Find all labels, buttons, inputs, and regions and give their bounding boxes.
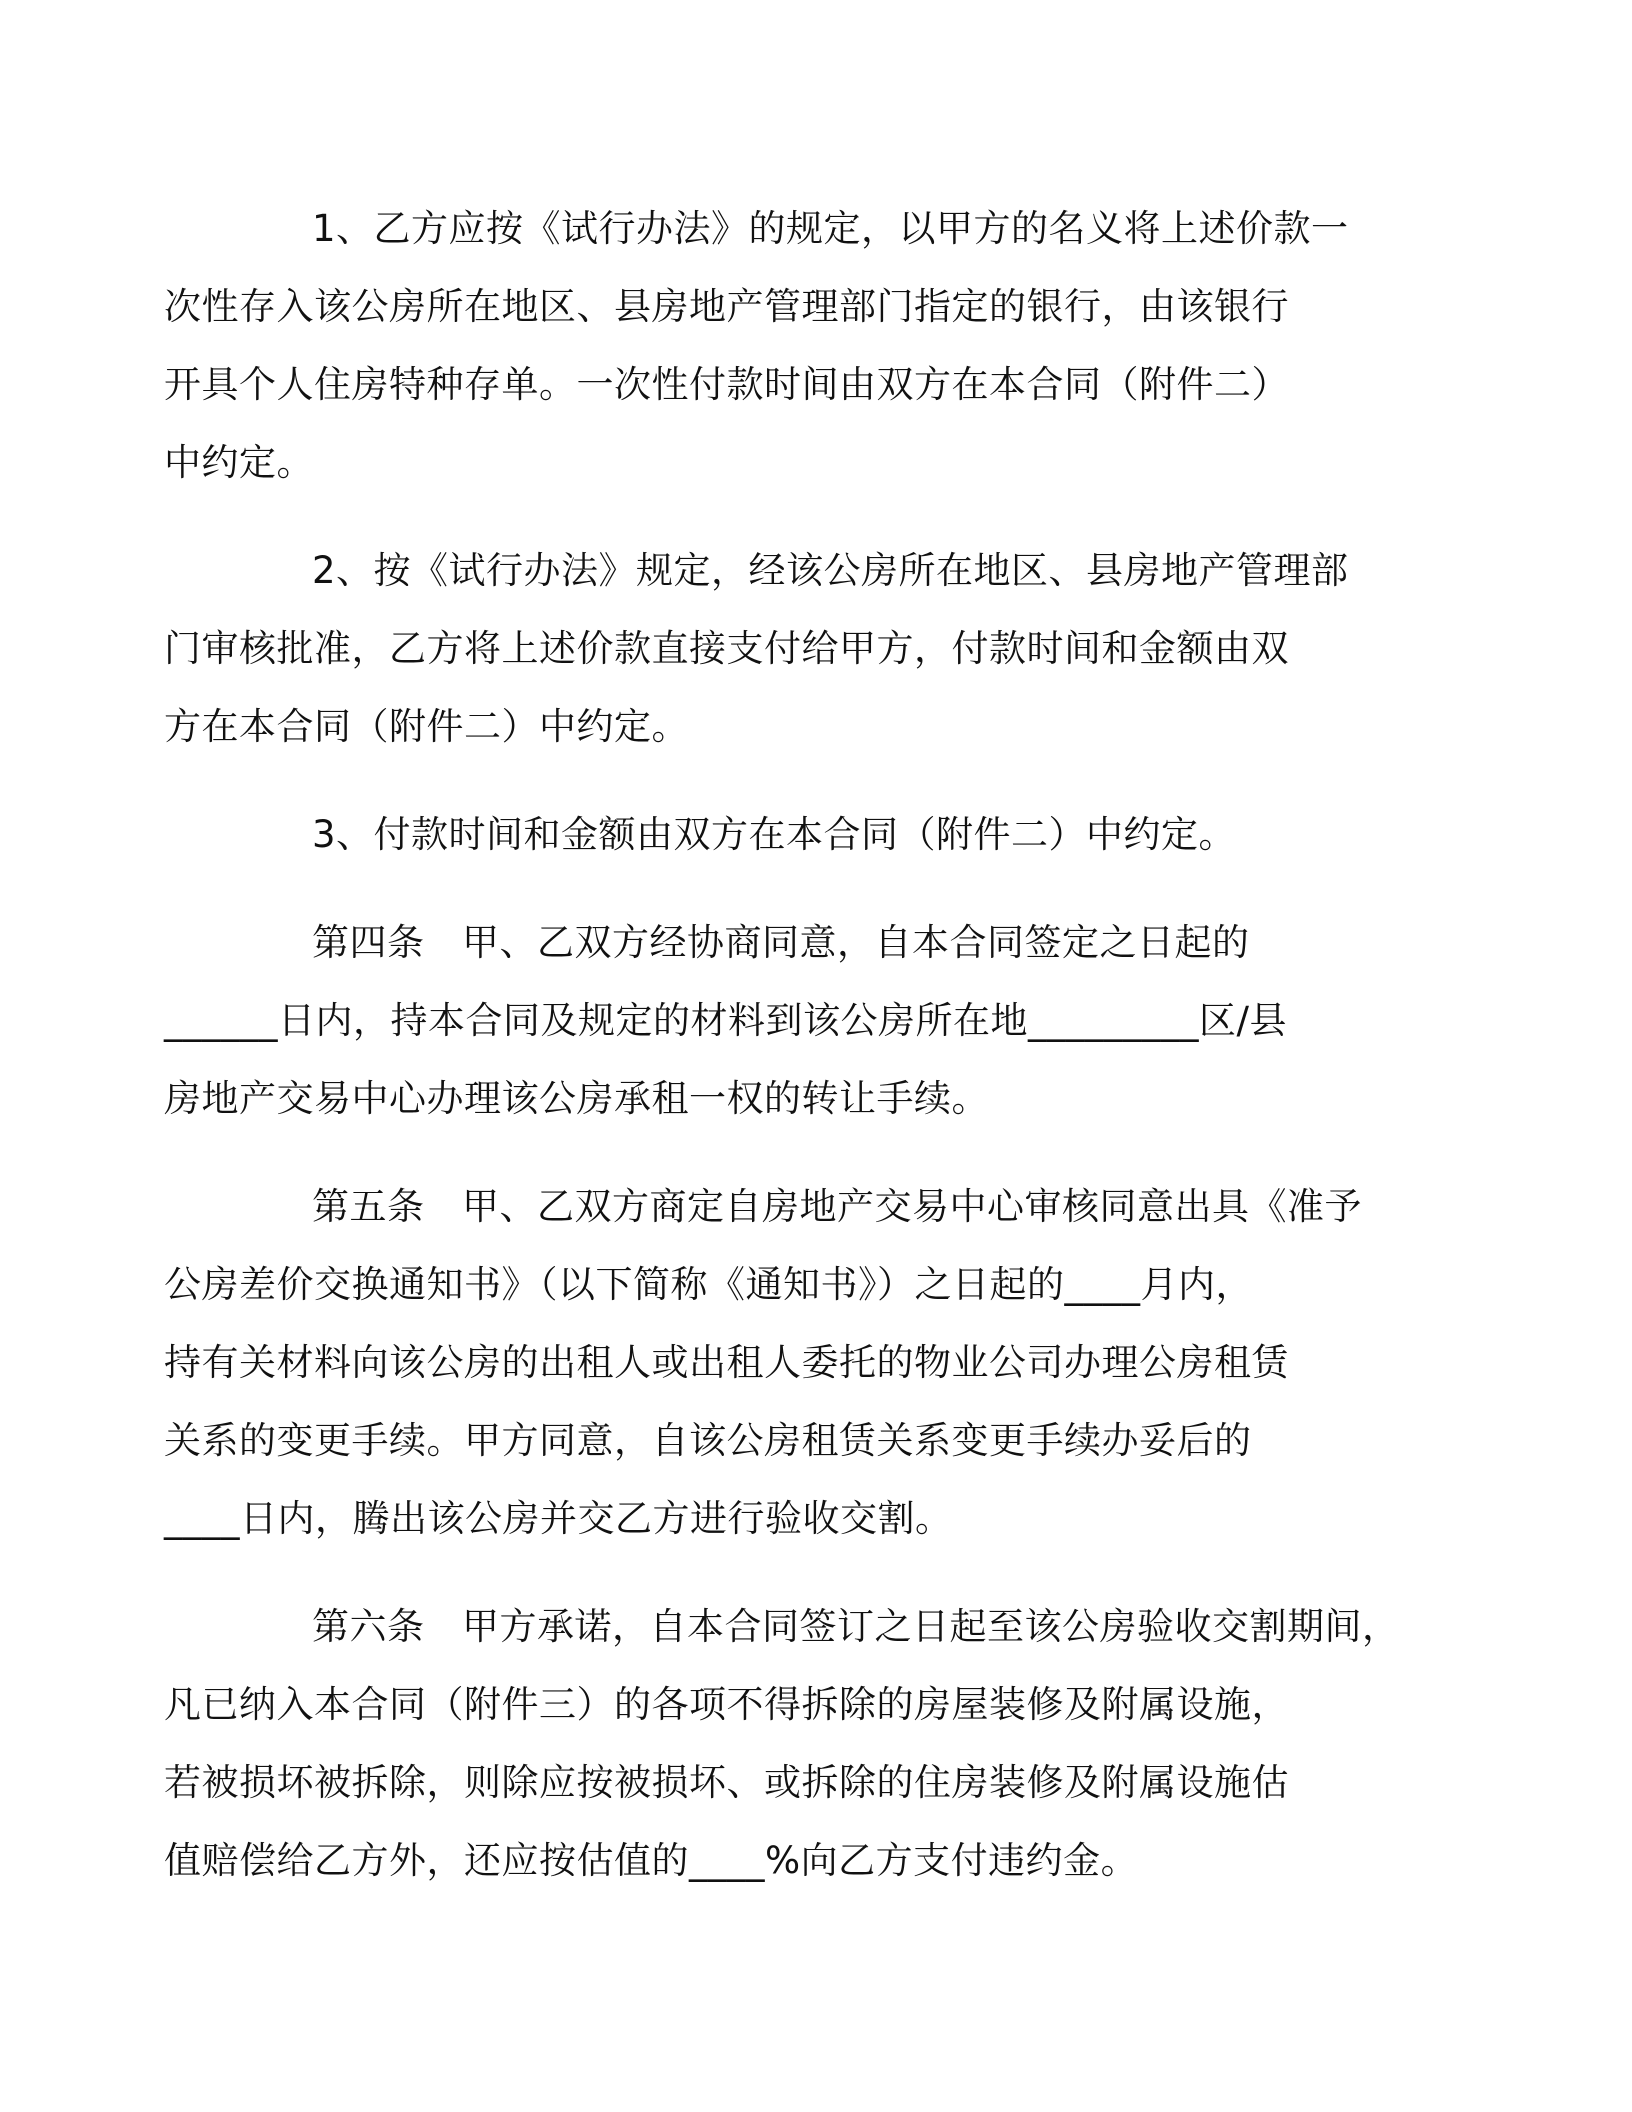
- text-line: 中约定。: [164, 441, 314, 484]
- text-line: 房地产交易中心办理该公房承租一权的转让手续。: [164, 1077, 989, 1120]
- text-line: 门审核批准，乙方将上述价款直接支付给甲方，付款时间和金额由双: [164, 627, 1289, 670]
- text-line: 2、按《试行办法》规定，经该公房所在地区、县房地产管理部: [312, 549, 1349, 592]
- paragraph-payment-3: [238, 796, 1388, 874]
- text-line: 第五条 甲、乙双方商定自房地产交易中心审核同意出具《准予: [312, 1185, 1362, 1228]
- paragraph-article-6: [164, 1588, 1400, 1900]
- paragraph-payment-2: [164, 532, 1388, 766]
- text-line: 第六条 甲方承诺，自本合同签订之日起至该公房验收交割期间，: [312, 1605, 1400, 1648]
- document-page: [164, 190, 1400, 1900]
- paragraph-payment-1: [164, 190, 1388, 502]
- paragraph-article-4: [164, 904, 1388, 1138]
- text-line: 次性存入该公房所在地区、县房地产管理部门指定的银行，由该银行: [164, 285, 1289, 328]
- text-line: 方在本合同（附件二）中约定。: [164, 705, 689, 748]
- text-line: 持有关材料向该公房的出租人或出租人委托的物业公司办理公房租赁: [164, 1341, 1289, 1384]
- text-line: 凡已纳入本合同（附件三）的各项不得拆除的房屋装修及附属设施，: [164, 1683, 1289, 1726]
- text-line: 若被损坏被拆除，则除应按被损坏、或拆除的住房装修及附属设施估: [164, 1761, 1289, 1804]
- paragraph-article-5: [164, 1168, 1388, 1558]
- text-line: ______日内，持本合同及规定的材料到该公房所在地_________区/县: [164, 999, 1287, 1042]
- text-line: 3、付款时间和金额由双方在本合同（附件二）中约定。: [312, 813, 1237, 856]
- text-line: 第四条 甲、乙双方经协商同意，自本合同签定之日起的: [312, 921, 1250, 964]
- text-line: 关系的变更手续。甲方同意，自该公房租赁关系变更手续办妥后的: [164, 1419, 1252, 1462]
- text-line: 值赔偿给乙方外，还应按估值的____%向乙方支付违约金。: [164, 1839, 1139, 1882]
- text-line: 公房差价交换通知书》（以下简称《通知书》）之日起的____月内，: [164, 1263, 1253, 1306]
- text-line: 开具个人住房特种存单。一次性付款时间由双方在本合同（附件二）: [164, 363, 1289, 406]
- text-line: 1、乙方应按《试行办法》的规定，以甲方的名义将上述价款一: [312, 207, 1349, 250]
- text-line: ____日内，腾出该公房并交乙方进行验收交割。: [164, 1497, 953, 1540]
